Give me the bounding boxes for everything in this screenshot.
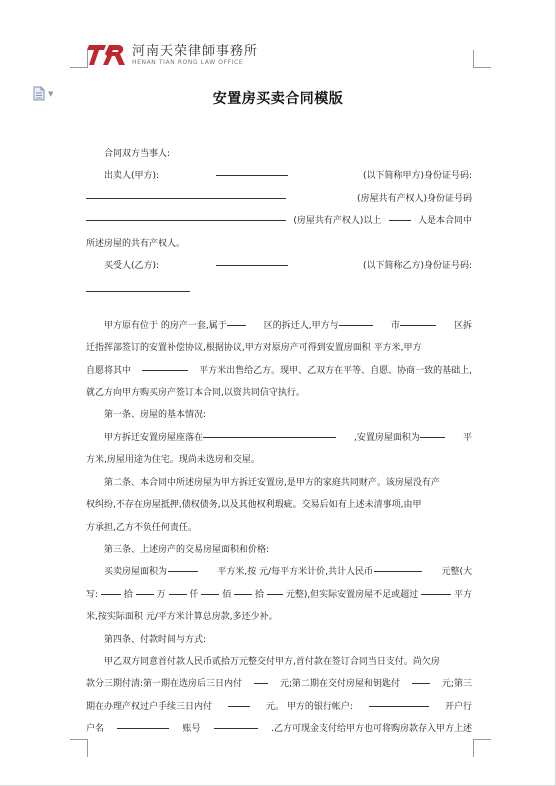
paragraph: 自愿将其中 平方米出售给乙方。现甲、乙双方在平等、自愿、协商一致的基础上, (86, 360, 472, 382)
paragraph: 所述房屋的共有产权人。 (86, 238, 186, 249)
article-heading: 第三条、上述房产的交易房屋面积和价格: (104, 544, 270, 555)
blank-field (203, 427, 336, 438)
blank-field (86, 210, 286, 221)
crop-mark-bottom-left (70, 739, 88, 757)
firm-name-chinese: 河南天荣律師事務所 (132, 43, 259, 59)
blank-field (101, 584, 121, 595)
tr-logo-icon (86, 42, 126, 68)
article-heading: 第四条、付款时间与方式: (104, 634, 207, 645)
paragraph: 甲方拆迁安置房屋座落在 ,安置房屋面积为 平 (86, 427, 472, 449)
chevron-down-icon: ▼ (48, 89, 54, 98)
blank-field (168, 561, 198, 572)
paragraph: 方米,房屋用途为住宅。现尚未选房和交屋。 (86, 455, 260, 466)
blank-field (169, 584, 187, 595)
paragraph: 甲乙双方同意首付款人民币贰拾万元整交付甲方,首付款在签订合同当日支付。尚欠房 (104, 656, 440, 667)
blank-field (227, 315, 246, 326)
contract-body (86, 143, 472, 741)
co-owner-line: (房屋共有产权人)以上 人是本合同中 (86, 210, 472, 232)
paragraph: 合同双方当事人: (104, 149, 171, 159)
article-heading: 第一条、房屋的基本情况: (104, 410, 207, 421)
blank-field (254, 673, 268, 684)
law-office-header (86, 42, 258, 68)
blank-field (389, 210, 411, 221)
blank-field (374, 561, 422, 572)
firm-name-english: HENAN TIAN RONG LAW OFFICE (132, 58, 244, 66)
blank-field (339, 315, 373, 326)
paragraph: 写: 拾 万 仟 佰 拾 元整),但实际安置房屋不足或超过 平方 (86, 584, 472, 606)
paragraph: 甲方原有位于 的房产一套,属于 区的拆迁人,甲方与 市 区拆 (86, 315, 472, 337)
document-title: 安置房买卖合同模版 (212, 91, 344, 107)
paragraph: 款分三期付清:第一期在选房后三日内付 元;第二期在交付房屋和钥匙付 元;第三 (86, 673, 472, 695)
paragraph: 买卖房屋面积为 平方米,按 元/每平方米计价,共计人民币 元整(大 (86, 561, 472, 583)
blank-field (214, 718, 258, 729)
seller-line: 出卖人(甲方): (以下简称甲方)身份证号码: (86, 165, 472, 187)
paragraph: 迁指挥部签订的安置补偿协议,根据协议,甲方对原房产可得到安置房面积 平方米,甲方 (86, 343, 422, 354)
blank-field (400, 315, 436, 326)
paragraph: 就乙方向甲方购买房产签订本合同,以资共同信守执行。 (86, 388, 305, 399)
paragraph: 米,按实际面积 元/平方米计算总房款,多还少补。 (86, 612, 278, 623)
blank-field (201, 584, 219, 595)
paragraph: 期在办理产权过户手续三日内付 元。 甲方的银行帐户: 开户行 (86, 696, 472, 718)
blank-field (412, 673, 430, 684)
paragraph-gap (86, 300, 472, 315)
blank-field (267, 584, 283, 595)
blank-field (142, 360, 188, 371)
paragraph: 权纠纷,不存在房屋抵押,债权债务,以及其他权利瑕疵。交易后如有上述未清事项,由甲 (86, 500, 422, 511)
blank-field (421, 584, 451, 595)
buyer-id-line (86, 277, 472, 299)
blank-field (216, 255, 288, 266)
paragraph: 户名 账号 .乙方可现金支付给甲方也可将购房款存入甲方上述 (86, 718, 472, 740)
blank-field (86, 188, 286, 199)
co-owner-line: (房屋共有产权人)身份证号码 (86, 188, 472, 210)
paragraph: 方承担,乙方不负任何责任。 (86, 522, 197, 533)
blank-field (234, 584, 252, 595)
blank-field (228, 696, 250, 707)
blank-field (86, 281, 190, 292)
article-heading: 第二条、本合同中所述房屋为甲方拆迁安置房,是甲方的家庭共同财产。该房屋没有产 (104, 477, 440, 488)
buyer-line: 买受人(乙方): (以下简称乙方)身份证号码: (86, 255, 472, 277)
crop-mark-top-right (473, 50, 491, 68)
blank-field (420, 427, 445, 438)
crop-mark-bottom-right (473, 739, 491, 757)
blank-field (216, 165, 288, 176)
blank-field (369, 696, 429, 707)
blank-field (117, 718, 169, 729)
blank-field (136, 584, 154, 595)
